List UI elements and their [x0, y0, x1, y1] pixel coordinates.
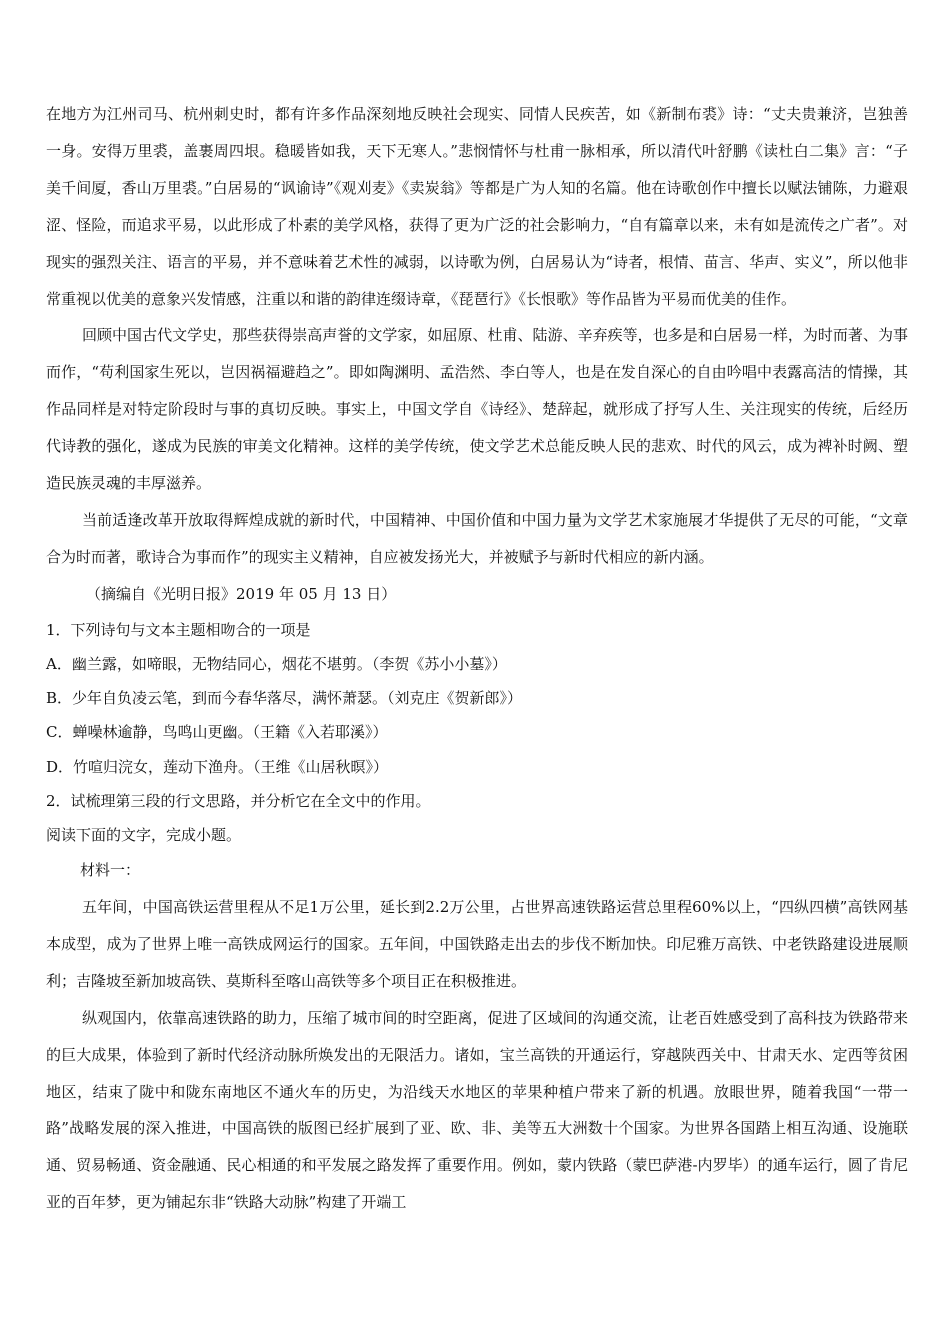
material-1-paragraph-2: 纵观国内，依靠高速铁路的助力，压缩了城市间的时空距离，促进了区域间的沟通交流，让老百姓感受到了高科技为铁路带来的巨大成果，体验到了新时代经济动脉所焕发出的无限活力。诸如，宝兰高铁的开通运行，穿越陕西关中、甘肃天水、定西等贫困地区，结束了陇中和陇东南地区不通火车的历史，为沿线天水地区的苹果种植户带来了新的机遇。放眼世界，随着我国“一带一路”战略发展的深入推进，中国高铁的版图已经扩展到了亚、欧、非、美等五大洲数十个国家。为世界各国踏上相互沟通、设施联通、贸易畅通、资金融通、民心相通的和平发展之路发挥了重要作用。例如，蒙内铁路（蒙巴萨港-内罗毕）的通车运行，圆了肯尼亚的百年梦，更为铺起东非“铁路大动脉”构建了开端工	[46, 1008, 908, 1212]
question-1-option-d: D．竹喧归浣女，莲动下渔舟。（王维《山居秋暝》）	[46, 757, 389, 776]
article-paragraph-1: 在地方为江州司马、杭州刺史时，都有许多作品深刻地反映社会现实、同情人民疾苦，如《新制布裘》诗：“丈夫贵兼济，岂独善一身。安得万里裘，盖裹周四垠。稳暖皆如我，天下无寒人。”悲悯情怀与杜甫一脉相承，所以清代叶舒鹏《读杜白二集》言：“子美千间厦，香山万里裘。”白居易的“讽谕诗”《观刈麦》《卖炭翁》等都是广为人知的名篇。他在诗歌创作中擅长以赋法铺陈，力避艰涩、怪险，而追求平易，以此形成了朴素的美学风格，获得了更为广泛的社会影响力，“自有篇章以来，未有如是流传之广者”。对现实的强烈关注、语言的平易，并不意味着艺术性的减弱，以诗歌为例，白居易认为“诗者，根情、苗言、华声、实义”，所以他非常重视以优美的意象兴发情感，注重以和谐的韵律连缀诗章，《琵琶行》《长恨歌》等作品皆为平易而优美的佳作。	[46, 105, 908, 308]
question-2-stem: 2．试梳理第三段的行文思路，并分析它在全文中的作用。	[46, 791, 431, 810]
article-source: （摘编自《光明日报》2019 年 05 月 13 日）	[86, 584, 397, 603]
document-page	[46, 96, 908, 1221]
article-paragraph-3: 当前适逢改革开放取得辉煌成就的新时代，中国精神、中国价值和中国力量为文学艺术家施展才华提供了无尽的可能，“文章合为时而著，歌诗合为事而作”的现实主义精神，自应被发扬光大，并被赋予与新时代相应的新内涵。	[46, 510, 908, 566]
article-paragraph-2: 回顾中国古代文学史，那些获得崇高声誉的文学家，如屈原、杜甫、陆游、辛弃疾等，也多是和白居易一样，为时而著、为事而作，“苟利国家生死以，岂因祸福避趋之”。即如陶渊明、孟浩然、李白等人，也是在发自深心的自由吟唱中表露高洁的情操，其作品同样是对特定阶段时与事的真切反映。事实上，中国文学自《诗经》、楚辞起，就形成了抒写人生、关注现实的传统，后经历代诗教的强化，遂成为民族的审美文化精神。这样的美学传统，使文学艺术总能反映人民的悲欢、时代的风云，成为裨补时阙、塑造民族灵魂的丰厚滋养。	[46, 326, 908, 493]
reading-instruction: 阅读下面的文字，完成小题。	[46, 825, 242, 844]
question-1-option-b: B．少年自负凌云笔，到而今春华落尽，满怀萧瑟。（刘克庄《贺新郎》）	[46, 689, 523, 708]
material-1-label: 材料一：	[80, 861, 141, 880]
question-1-stem: 1．下列诗句与文本主题相吻合的一项是	[46, 620, 311, 639]
question-1-option-c: C．蝉噪林逾静，鸟鸣山更幽。（王籍《入若耶溪》）	[46, 723, 388, 742]
question-1-option-a: A．幽兰露，如啼眼，无物结同心，烟花不堪剪。（李贺《苏小小墓》）	[46, 654, 507, 673]
material-1-paragraph-1: 五年间，中国高铁运营里程从不足1万公里，延长到2.2万公里，占世界高速铁路运营总里程60%以上，“四纵四横”高铁网基本成型，成为了世界上唯一高铁成网运行的国家。五年间，中国铁路走出去的步伐不断加快。印尼雅万高铁、中老铁路建设进展顺利；吉隆坡至新加坡高铁、莫斯科至喀山高铁等多个项目正在积极推进。	[46, 898, 908, 990]
